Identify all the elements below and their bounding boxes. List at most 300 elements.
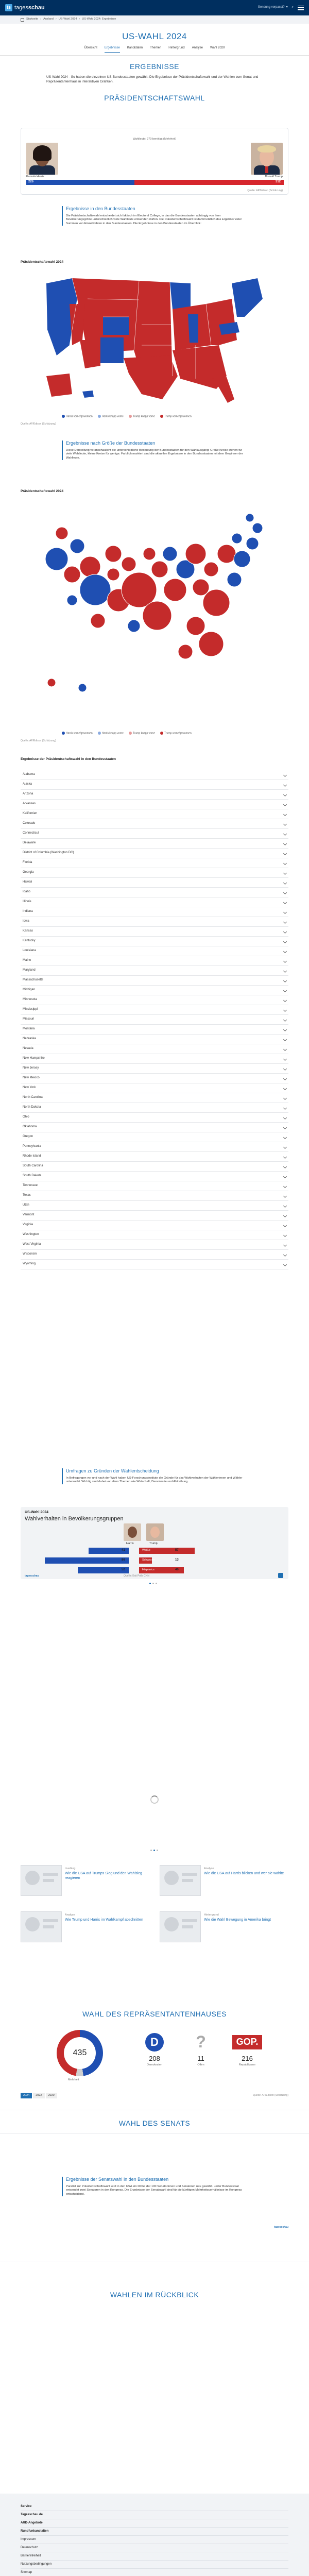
state-row[interactable] bbox=[21, 1260, 288, 1269]
logo-word-tages: tages bbox=[14, 4, 28, 11]
state-name: Alaska bbox=[23, 783, 32, 786]
tagesschau-logo[interactable] bbox=[5, 4, 45, 11]
state-name: Wyoming bbox=[23, 1262, 36, 1266]
house-seat-donut bbox=[57, 2030, 103, 2076]
state-row[interactable] bbox=[21, 917, 288, 927]
chevron-down-icon bbox=[283, 910, 287, 913]
electoral-vote-bar bbox=[26, 180, 284, 185]
state-name: Indiana bbox=[23, 910, 33, 913]
question-mark-icon: ? bbox=[196, 2032, 206, 2052]
chevron-down-icon bbox=[283, 920, 287, 923]
year-tab[interactable]: 2022 bbox=[33, 2093, 44, 2098]
state-row[interactable] bbox=[21, 976, 288, 986]
state-bubble[interactable] bbox=[234, 551, 250, 567]
state-name: Oklahoma bbox=[23, 1125, 37, 1129]
senate-info bbox=[62, 2177, 247, 2196]
teaser-card[interactable] bbox=[160, 1865, 288, 1901]
footer-link[interactable]: Sitemap bbox=[21, 2569, 288, 2576]
state-name: Tennessee bbox=[23, 1184, 38, 1188]
state-row[interactable] bbox=[21, 790, 288, 800]
state-name: Texas bbox=[23, 1194, 31, 1197]
state-row[interactable] bbox=[21, 946, 288, 956]
state-row[interactable] bbox=[21, 1015, 288, 1025]
state-row[interactable] bbox=[21, 839, 288, 849]
state-row[interactable] bbox=[21, 770, 288, 780]
map-hawaii bbox=[82, 391, 94, 398]
rep-label: Republikaner bbox=[238, 2063, 256, 2066]
president-heading: PRÄSIDENTSCHAFTSWAHL bbox=[104, 93, 205, 102]
state-row[interactable] bbox=[21, 888, 288, 897]
state-name: Idaho bbox=[23, 890, 31, 894]
state-row[interactable] bbox=[21, 1240, 288, 1250]
state-bubble[interactable] bbox=[252, 523, 263, 533]
poll-box-title: US-Wahl 2024 bbox=[25, 1511, 49, 1514]
chevron-down-icon: ▾ bbox=[286, 6, 288, 9]
subnav-item[interactable]: Übersicht bbox=[84, 46, 97, 50]
state-row[interactable] bbox=[21, 937, 288, 946]
teaser-card[interactable] bbox=[21, 1865, 149, 1901]
poll-col-harris: Harris bbox=[126, 1542, 134, 1545]
state-bubble[interactable] bbox=[122, 557, 136, 571]
open-label: Offen bbox=[197, 2063, 204, 2066]
state-row[interactable] bbox=[21, 1064, 288, 1074]
state-bubble[interactable] bbox=[232, 533, 242, 544]
teaser-title[interactable]: Wie die USA auf Harris blicken und wer sie wählte bbox=[204, 1872, 284, 1875]
poll-trump-value: 13 bbox=[175, 1558, 179, 1562]
legend-item: Trump knapp vorne bbox=[129, 415, 155, 418]
state-name: New Jersey bbox=[23, 1066, 39, 1070]
map-legend bbox=[62, 415, 192, 418]
poll-bar-harris bbox=[45, 1557, 129, 1564]
legend-item: Harris vorne/gewonnen bbox=[62, 732, 93, 735]
chevron-down-icon bbox=[283, 988, 287, 992]
breadcrumb-item[interactable]: US-Wahl 2024 bbox=[58, 18, 77, 21]
state-bubble[interactable] bbox=[204, 562, 218, 577]
state-bubble[interactable] bbox=[163, 547, 177, 561]
map-florida bbox=[211, 377, 234, 403]
state-row[interactable] bbox=[21, 1250, 288, 1260]
state-row[interactable] bbox=[21, 1221, 288, 1230]
state-bubble-chart[interactable] bbox=[41, 497, 268, 724]
teaser-card[interactable] bbox=[21, 1911, 149, 1947]
map-illinois bbox=[188, 314, 198, 343]
state-row[interactable] bbox=[21, 966, 288, 976]
poll-row bbox=[21, 1566, 288, 1575]
state-name: Arizona bbox=[23, 792, 33, 796]
state-bubble[interactable] bbox=[64, 566, 80, 583]
chevron-down-icon bbox=[283, 1174, 287, 1178]
poll-widget bbox=[21, 1507, 288, 1579]
chevron-down-icon bbox=[283, 1243, 287, 1246]
state-name: Louisiana bbox=[23, 949, 36, 953]
state-row[interactable] bbox=[21, 849, 288, 858]
state-name: Connecticut bbox=[23, 832, 39, 835]
map-alaska bbox=[46, 374, 72, 397]
trump-votes: 312 bbox=[275, 180, 281, 183]
chevron-down-icon bbox=[283, 1086, 287, 1090]
house-majority-label: Mehrheit bbox=[68, 2078, 79, 2081]
chevron-down-icon bbox=[283, 783, 287, 786]
state-name: Nevada bbox=[23, 1047, 33, 1050]
state-name: Pennsylvania bbox=[23, 1145, 41, 1148]
subnav-item[interactable]: Analyse bbox=[192, 46, 203, 50]
teaser-title[interactable]: Wie Trump und Harris im Wahlkampf abschnitten bbox=[65, 1918, 143, 1922]
state-bubble[interactable] bbox=[47, 679, 56, 687]
state-name: Oregon bbox=[23, 1135, 33, 1139]
state-name: West Virginia bbox=[23, 1243, 41, 1246]
subnav-item[interactable]: Hintergrund bbox=[168, 46, 185, 50]
chevron-down-icon bbox=[283, 1252, 287, 1256]
legend-item: Harris vorne/gewonnen bbox=[62, 415, 93, 418]
state-row[interactable] bbox=[21, 1054, 288, 1064]
state-name: District of Columbia (Washington DC) bbox=[23, 851, 74, 855]
state-row[interactable] bbox=[21, 1113, 288, 1123]
footer-link[interactable]: Impressum bbox=[21, 2536, 288, 2544]
poll-harris-value: 86 bbox=[122, 1558, 125, 1562]
year-tab[interactable]: 2020 bbox=[46, 2093, 57, 2098]
bubble-chart-title: Präsidentschaftswahl 2024 bbox=[21, 489, 64, 493]
state-name: New Hampshire bbox=[23, 1057, 45, 1060]
teaser-title[interactable]: Wie die USA auf Trumps Sieg und den Wahlsieg reagieren bbox=[65, 1872, 142, 1880]
map-arizona bbox=[80, 340, 100, 368]
state-bubble[interactable] bbox=[199, 632, 224, 656]
state-name: Nebraska bbox=[23, 1037, 36, 1041]
poll-trump-value: 57 bbox=[175, 1549, 179, 1552]
state-bubble[interactable] bbox=[67, 595, 77, 605]
chevron-down-icon bbox=[283, 1106, 287, 1109]
teaser-kicker: Analyse bbox=[65, 1913, 75, 1917]
chevron-down-icon bbox=[283, 1018, 287, 1021]
state-row[interactable] bbox=[21, 1191, 288, 1201]
year-tab[interactable]: 2024 bbox=[21, 2093, 32, 2098]
state-bubble[interactable] bbox=[107, 568, 119, 581]
state-row[interactable] bbox=[21, 1142, 288, 1152]
state-name: Kansas bbox=[23, 929, 33, 933]
sendung-verpasst-link[interactable] bbox=[258, 6, 288, 10]
footer-link[interactable]: Rundfunkanstalten bbox=[21, 2528, 288, 2536]
senate-subheading: Ergebnisse der Senatswahl in den Bundesstaaten bbox=[66, 2177, 169, 2182]
dem-seats: 208 bbox=[149, 2055, 160, 2062]
state-row[interactable] bbox=[21, 1035, 288, 1044]
breadcrumb: Startseite › Ausland › US-Wahl 2024 › US-Wahl 2024: Ergebnisse bbox=[0, 15, 309, 24]
states-map-info bbox=[62, 206, 247, 226]
chevron-down-icon bbox=[283, 1047, 287, 1050]
logo-word-schau: schau bbox=[28, 4, 45, 11]
chevron-down-icon bbox=[283, 1008, 287, 1011]
teaser-image bbox=[160, 1911, 201, 1942]
chevron-down-icon bbox=[283, 1027, 287, 1031]
state-name: Mississippi bbox=[23, 1008, 38, 1011]
results-heading: ERGEBNISSE bbox=[129, 62, 180, 71]
chevron-down-icon bbox=[283, 1057, 287, 1060]
map-chart-title: Präsidentschaftswahl 2024 bbox=[21, 260, 64, 264]
us-states-map[interactable] bbox=[41, 268, 268, 407]
chevron-down-icon bbox=[283, 890, 287, 894]
state-row[interactable] bbox=[21, 986, 288, 995]
chevron-down-icon bbox=[283, 939, 287, 943]
state-row[interactable] bbox=[21, 1044, 288, 1054]
state-row[interactable] bbox=[21, 1172, 288, 1181]
chevron-down-icon bbox=[283, 1223, 287, 1227]
poll-harris-value: 52 bbox=[122, 1568, 125, 1571]
state-bubble[interactable] bbox=[70, 539, 84, 553]
chevron-down-icon bbox=[283, 949, 287, 953]
state-bubble[interactable] bbox=[105, 546, 122, 562]
harris-name: Kamala Harris bbox=[26, 175, 44, 178]
header-actions bbox=[258, 6, 304, 10]
teaser-card[interactable] bbox=[160, 1911, 288, 1947]
chevron-down-icon bbox=[283, 998, 287, 1002]
state-name: Washington bbox=[23, 1233, 39, 1236]
state-bubble[interactable] bbox=[246, 514, 254, 522]
teaser-image bbox=[21, 1911, 62, 1942]
state-row[interactable] bbox=[21, 858, 288, 868]
map-colorado bbox=[103, 317, 129, 335]
state-bubble[interactable] bbox=[78, 684, 87, 692]
chevron-down-icon bbox=[283, 900, 287, 904]
state-name: Florida bbox=[23, 861, 32, 865]
state-name: New York bbox=[23, 1086, 36, 1090]
chevron-down-icon bbox=[283, 832, 287, 835]
state-row[interactable] bbox=[21, 956, 288, 966]
state-row[interactable] bbox=[21, 1201, 288, 1211]
state-name: Ohio bbox=[23, 1115, 29, 1119]
legend-item: Harris knapp vorne bbox=[98, 415, 124, 418]
party-republicans bbox=[232, 2033, 263, 2067]
map-texas bbox=[124, 355, 178, 399]
state-bubble[interactable] bbox=[143, 548, 156, 560]
state-bubble[interactable] bbox=[56, 527, 68, 539]
chevron-down-icon bbox=[283, 959, 287, 962]
state-bubble[interactable] bbox=[91, 614, 105, 628]
state-bubble[interactable] bbox=[128, 620, 140, 632]
teaser-kicker: Analyse bbox=[204, 1867, 214, 1870]
teaser-image bbox=[160, 1865, 201, 1896]
chevron-down-icon bbox=[283, 1096, 287, 1099]
teaser-pager[interactable] bbox=[150, 1850, 158, 1851]
chevron-down-icon bbox=[283, 871, 287, 874]
state-row[interactable] bbox=[21, 829, 288, 839]
state-row[interactable] bbox=[21, 927, 288, 937]
state-row[interactable] bbox=[21, 780, 288, 790]
house-heading: WAHL DES REPRÄSENTANTENHAUSES bbox=[82, 2010, 227, 2018]
teaser-kicker: Liveblog bbox=[65, 1867, 76, 1870]
map-source: Quelle: AP/Edison (Schätzung) bbox=[21, 422, 56, 426]
logo-mark-icon: ts bbox=[5, 4, 12, 11]
states-map-text: Die Präsidentschaftswahl entscheidet sich faktisch im Electoral College, in das die Bundesstaaten abhängig von ihrer Bevölkerungsgröße unterschiedlich viele Wahlleute entsenden dürfen. Die Präsidentschaftswahl ist damit letztlich das Ergebnis vieler Summen von Einzelwahlen in den Bundesstaaten. Die Ergebnisse in den Bundesstaaten im Überblick: bbox=[66, 214, 242, 225]
subnav-item[interactable]: Wahl 2020 bbox=[210, 46, 225, 50]
state-name: Alabama bbox=[23, 773, 35, 776]
state-name: Minnesota bbox=[23, 998, 37, 1002]
poll-footer: tagesschau bbox=[25, 1574, 39, 1578]
state-name: Hawaii bbox=[23, 880, 32, 884]
states-map-heading: Ergebnisse in den Bundesstaaten bbox=[66, 206, 135, 211]
state-row[interactable] bbox=[21, 819, 288, 829]
home-icon[interactable] bbox=[21, 18, 24, 22]
footer-link[interactable]: Barrierefreiheit bbox=[21, 2552, 288, 2561]
footer-link[interactable]: ARD-Angebote bbox=[21, 2519, 288, 2528]
state-name: Michigan bbox=[23, 988, 36, 992]
state-row[interactable] bbox=[21, 1123, 288, 1132]
state-row[interactable] bbox=[21, 800, 288, 809]
state-name: Virginia bbox=[23, 1223, 33, 1227]
chevron-down-icon bbox=[283, 880, 287, 884]
map-new-mexico bbox=[100, 337, 124, 363]
gop-logo-icon: GOP. bbox=[232, 2035, 262, 2049]
party-democrats bbox=[139, 2033, 170, 2067]
house-source: Quelle: AP/Edison (Schätzung) bbox=[253, 2094, 288, 2097]
state-bubble[interactable] bbox=[217, 545, 236, 563]
chevron-down-icon bbox=[283, 773, 287, 776]
state-row[interactable] bbox=[21, 1074, 288, 1083]
state-row[interactable] bbox=[21, 878, 288, 888]
state-bubble[interactable] bbox=[164, 579, 186, 601]
state-bubble[interactable] bbox=[203, 589, 230, 616]
subnav-item[interactable]: Kandidaten bbox=[127, 46, 143, 50]
chevron-down-icon bbox=[283, 822, 287, 825]
chevron-down-icon bbox=[283, 1066, 287, 1070]
chevron-down-icon bbox=[283, 1155, 287, 1158]
poll-rows bbox=[21, 1546, 288, 1577]
page-footer bbox=[0, 2494, 309, 2576]
subnav-item[interactable]: Themen bbox=[150, 46, 162, 50]
trump-vote-fill bbox=[134, 180, 284, 185]
subnav-item-active[interactable]: Ergebnisse bbox=[105, 46, 120, 53]
state-row[interactable] bbox=[21, 1025, 288, 1035]
teaser-title[interactable]: Wie die Wahl Bewegung in Amerika bringt bbox=[204, 1918, 271, 1922]
poll-row-label: Hispanics bbox=[142, 1568, 154, 1571]
state-bubble[interactable] bbox=[193, 579, 209, 596]
polls-text: In Befragungen vor und nach der Wahl haben US-Forschungsinstitute die Gründe für das Wahlverhalten der Wählerinnen und Wähler untersucht. Wichtig sind dabei vor allem Themen wie Wirtschaft, Demokratie und Abtreibung. bbox=[66, 1476, 243, 1484]
state-bubble[interactable] bbox=[246, 537, 259, 550]
sub-navigation bbox=[0, 46, 309, 56]
state-bubble[interactable] bbox=[80, 574, 111, 605]
footer-link[interactable]: Tagesschau.de bbox=[21, 2511, 288, 2519]
chevron-down-icon bbox=[283, 1125, 287, 1129]
retro-heading: WAHLEN IM RÜCKBLICK bbox=[110, 2291, 199, 2299]
poll-harris-photo bbox=[124, 1523, 141, 1541]
chevron-down-icon bbox=[283, 1037, 287, 1041]
chevron-down-icon bbox=[283, 929, 287, 933]
state-row[interactable] bbox=[21, 1211, 288, 1221]
legend-item: Trump vorne/gewonnen bbox=[160, 415, 192, 418]
state-row[interactable] bbox=[21, 809, 288, 819]
state-bubble[interactable] bbox=[185, 544, 206, 564]
chevron-down-icon bbox=[283, 1145, 287, 1148]
chevron-down-icon bbox=[283, 802, 287, 806]
teaser-kicker: Hintergrund bbox=[204, 1913, 219, 1917]
trump-photo bbox=[251, 143, 283, 175]
poll-source: Quelle: Exit Polls CNN bbox=[124, 1574, 150, 1578]
state-row[interactable] bbox=[21, 1093, 288, 1103]
state-row[interactable] bbox=[21, 995, 288, 1005]
breadcrumb-item[interactable]: Ausland bbox=[43, 18, 54, 21]
poll-pager[interactable] bbox=[149, 1583, 157, 1584]
legend-item: Trump knapp vorne bbox=[129, 732, 155, 735]
state-name: Kentucky bbox=[23, 939, 36, 943]
chevron-down-icon bbox=[283, 792, 287, 796]
state-bubble[interactable] bbox=[151, 561, 168, 578]
state-name: Rhode Island bbox=[23, 1155, 41, 1158]
chevron-down-icon bbox=[283, 1233, 287, 1236]
state-row[interactable] bbox=[21, 1132, 288, 1142]
legend-item: Harris knapp vorne bbox=[98, 732, 124, 735]
state-row[interactable] bbox=[21, 1162, 288, 1172]
chevron-down-icon bbox=[283, 978, 287, 982]
loading-spinner-icon bbox=[150, 1795, 159, 1804]
state-bubble[interactable] bbox=[227, 572, 242, 587]
dem-label: Demokraten bbox=[147, 2063, 162, 2066]
footer-link[interactable]: Service bbox=[21, 2503, 288, 2511]
state-bubble[interactable] bbox=[45, 548, 68, 570]
sendung-label: Sendung verpasst? bbox=[258, 6, 285, 9]
footer-link[interactable]: Datenschutz bbox=[21, 2544, 288, 2552]
top-header bbox=[0, 0, 309, 15]
polls-info bbox=[62, 1468, 247, 1484]
state-name: Montana bbox=[23, 1027, 35, 1031]
state-name: South Dakota bbox=[23, 1174, 42, 1178]
results-intro: US-Wahl 2024 - So haben die einzelnen US-Bundesstaaten gewählt: Die Ergebnisse der Präsidentschaftswahl und der Wahlen zum Senat und Repräsentantenhaus in interaktiven Grafiken. bbox=[46, 75, 259, 83]
poll-row-label: Schwarze bbox=[142, 1558, 155, 1562]
source-label: Quelle: AP/Edison (Schätzung) bbox=[247, 189, 283, 192]
state-name: South Carolina bbox=[23, 1164, 43, 1168]
state-name: Colorado bbox=[23, 822, 36, 825]
party-open bbox=[185, 2033, 216, 2067]
needed-label: Wahlleute: 270 benötigt (Mehrheit) bbox=[132, 138, 177, 141]
state-row[interactable] bbox=[21, 897, 288, 907]
chevron-down-icon bbox=[283, 851, 287, 855]
state-row[interactable] bbox=[21, 1181, 288, 1191]
state-bubble[interactable] bbox=[178, 645, 193, 659]
state-row[interactable] bbox=[21, 868, 288, 878]
map-nevada bbox=[70, 304, 85, 345]
menu-icon[interactable] bbox=[298, 6, 304, 10]
chevron-down-icon bbox=[283, 1076, 287, 1080]
state-row[interactable] bbox=[21, 1152, 288, 1162]
state-row[interactable] bbox=[21, 1230, 288, 1240]
senate-text: Parallel zur Präsidentschaftswahl wird in den USA ein Drittel der 100 Senatorinnen und Senatoren neu gewählt. Jeder Bundesstaat entsendet zwei Senatoren in den Kongress. Die Ergebnisse der Senatswahl sind für die künftigen Mehrheitsverhältnisse im Kongress entscheidend. bbox=[66, 2184, 242, 2196]
poll-row-label: Weiße bbox=[142, 1549, 150, 1552]
state-name: Wisconsin bbox=[23, 1252, 37, 1256]
chevron-down-icon bbox=[283, 1135, 287, 1139]
poll-row bbox=[21, 1546, 288, 1555]
state-row[interactable] bbox=[21, 1083, 288, 1093]
chevron-down-icon bbox=[283, 861, 287, 865]
state-row[interactable] bbox=[21, 907, 288, 917]
state-accordion-list bbox=[21, 770, 288, 1269]
state-row[interactable] bbox=[21, 1103, 288, 1113]
state-name: North Carolina bbox=[23, 1096, 43, 1099]
legend-item: Trump vorne/gewonnen bbox=[160, 732, 192, 735]
harris-vote-fill bbox=[26, 180, 134, 185]
state-name: Vermont bbox=[23, 1213, 35, 1217]
house-year-tabs bbox=[21, 2093, 57, 2098]
state-bubble[interactable] bbox=[143, 601, 171, 630]
state-bubble[interactable] bbox=[186, 617, 205, 635]
state-name: Arkansas bbox=[23, 802, 36, 806]
democrat-logo-icon: D bbox=[145, 2033, 164, 2052]
bubble-heading: Ergebnisse nach Größe der Bundesstaaten bbox=[66, 440, 156, 446]
state-name: Georgia bbox=[23, 871, 34, 874]
state-bubble[interactable] bbox=[80, 556, 100, 577]
search-icon[interactable]: ⌕ bbox=[291, 6, 294, 9]
poll-share-icon[interactable] bbox=[278, 1573, 283, 1578]
chevron-down-icon bbox=[283, 1164, 287, 1168]
footer-link[interactable]: Nutzungsbedingungen bbox=[21, 2561, 288, 2569]
state-name: Missouri bbox=[23, 1018, 35, 1021]
breadcrumb-item[interactable]: Startseite bbox=[26, 18, 39, 21]
state-row[interactable] bbox=[21, 1005, 288, 1015]
